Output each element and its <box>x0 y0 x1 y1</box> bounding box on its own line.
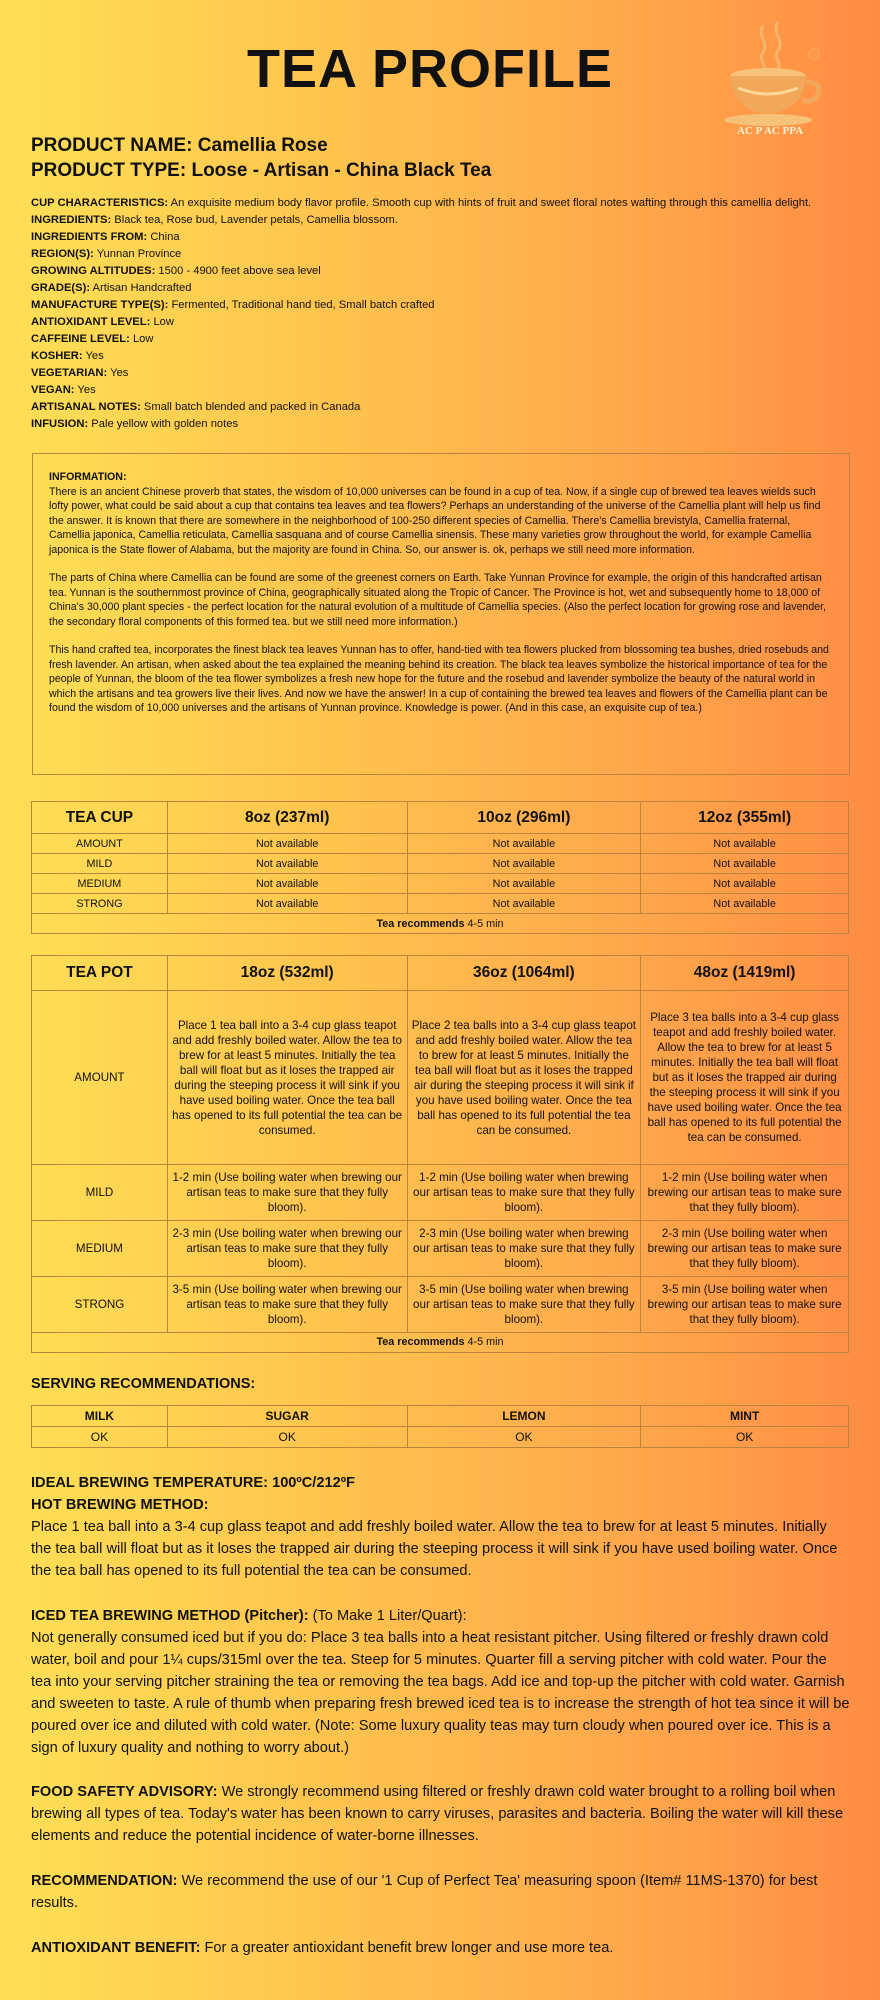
spec-row: REGION(S): Yunnan Province <box>31 248 182 260</box>
table-header: TEA CUP <box>32 802 168 834</box>
table-cell: Not available <box>407 854 641 874</box>
svg-text:AC P AC PPA: AC P AC PPA <box>736 125 804 137</box>
table-cell: OK <box>407 1427 641 1448</box>
table-cell: Place 3 tea balls into a 3-4 cup glass teapot and add freshly boiled water. Allow the tea to brew for at least 5 minutes. Initially the tea ball will float but as it loses the trapped air during the steeping process it will sink if you have used boiling water. Once the tea ball has opened to its full potential the tea can be consumed. <box>641 991 849 1165</box>
tea-cup-logo <box>708 18 838 138</box>
recommend-row <box>32 914 849 934</box>
table-header-row <box>32 802 849 834</box>
table-header: 8oz (237ml) <box>167 802 407 834</box>
spec-row: CUP CHARACTERISTICS: An exquisite medium body flavor profile. Smooth cup with hints of fruit and sweet floral notes wafting through this camellia delight. <box>31 197 812 209</box>
table-row <box>32 1165 849 1221</box>
table-cell: MILD <box>32 1165 168 1221</box>
brewing-temperature: IDEAL BREWING TEMPERATURE: 100ºC/212ºF <box>31 1475 355 1491</box>
spec-row: ANTIOXIDANT LEVEL: Low <box>31 316 174 328</box>
table-row <box>32 834 849 854</box>
spec-row: VEGETARIAN: Yes <box>31 367 129 379</box>
recommend-cell: Tea recommends 4-5 min <box>32 1333 849 1353</box>
spec-list <box>31 195 851 433</box>
table-header: 36oz (1064ml) <box>407 956 641 991</box>
table-row <box>32 1221 849 1277</box>
table-cell: Not available <box>167 854 407 874</box>
recommend-row <box>32 1333 849 1353</box>
table-cell: Not available <box>167 834 407 854</box>
table-cell: Not available <box>641 854 849 874</box>
table-row <box>32 854 849 874</box>
table-cell: Not available <box>407 874 641 894</box>
table-cell: MEDIUM <box>32 874 168 894</box>
product-heading <box>31 133 491 183</box>
table-header: 12oz (355ml) <box>641 802 849 834</box>
table-row <box>32 894 849 914</box>
page-title: TEA PROFILE <box>246 39 613 99</box>
table-row <box>32 991 849 1165</box>
table-cell: AMOUNT <box>32 834 168 854</box>
serving-heading: SERVING RECOMMENDATIONS: <box>31 1376 256 1392</box>
hot-brewing-text: Place 1 tea ball into a 3-4 cup glass teapot and add freshly boiled water. Allow the tea to brew for at least 5 minutes. Initially the tea ball will float but as it loses the trapped air during the steeping process it will sink if you have used boiling water. Once the tea ball has opened to its full potential the tea can be consumed. <box>31 1519 838 1579</box>
table-cell: 2-3 min (Use boiling water when brewing our artisan teas to make sure that they fully bloom). <box>641 1221 849 1277</box>
table-cell: Place 2 tea balls into a 3-4 cup glass teapot and add freshly boiled water. Allow the tea to brew for at least 5 minutes. Initially the tea ball will float but as it loses the trapped air during the steeping process it will sink if you have used boiling water. Once the tea ball has opened to its full potential the tea can be consumed. <box>407 991 641 1165</box>
information-paragraph: This hand crafted tea, incorporates the finest black tea leaves Yunnan has to offer, hand-tied with tea flowers plucked from blossoming tea bushes, dried rosebuds and fresh lavender. An artisan, when asked about the tea explained the meaning behind its creation. The black tea leaves symbolize the historical importance of tea for the people of Yunnan, the bloom of the tea flower symbolizes a fresh new hope for the future and the rosebud and lavender symbolize the beauty of the natural world in which the artisans and tea growers live their lives. And now we have the answer! In a cup of containing the brewed tea leaves and flowers of the Camellia plant can be found the wisdom of 10,000 universes and the artisans of Yunnan province. Knowledge is power. (And in this case, an exquisite cup of tea.) <box>49 644 829 714</box>
iced-brewing-section <box>31 1605 851 1759</box>
table-cell: OK <box>167 1427 407 1448</box>
table-cell: 2-3 min (Use boiling water when brewing our artisan teas to make sure that they fully bloom). <box>407 1221 641 1277</box>
table-header: 48oz (1419ml) <box>641 956 849 991</box>
table-header-row <box>32 1406 849 1427</box>
spec-row: ARTISANAL NOTES: Small batch blended and packed in Canada <box>31 401 361 413</box>
spec-row: GRADE(S): Artisan Handcrafted <box>31 282 192 294</box>
table-cell: Not available <box>641 874 849 894</box>
table-row <box>32 1427 849 1448</box>
brewing-section <box>31 1472 851 1582</box>
table-header: 18oz (532ml) <box>167 956 407 991</box>
table-cell: 3-5 min (Use boiling water when brewing our artisan teas to make sure that they fully bloom). <box>407 1277 641 1333</box>
information-heading: INFORMATION: <box>49 471 127 483</box>
table-cell: OK <box>32 1427 168 1448</box>
spec-row: INGREDIENTS FROM: China <box>31 231 180 243</box>
table-cell: Place 1 tea ball into a 3-4 cup glass teapot and add freshly boiled water. Allow the tea to brew for at least 5 minutes. Initially the tea ball will float but as it loses the trapped air during the steeping process it will sink if you have used boiling water. Once the tea ball has opened to its full potential the tea can be consumed. <box>167 991 407 1165</box>
table-cell: AMOUNT <box>32 991 168 1165</box>
table-cell: 2-3 min (Use boiling water when brewing our artisan teas to make sure that they fully bloom). <box>167 1221 407 1277</box>
product-type: PRODUCT TYPE: Loose - Artisan - China Black Tea <box>31 160 492 181</box>
table-cell: STRONG <box>32 1277 168 1333</box>
table-header: LEMON <box>407 1406 641 1427</box>
spec-row: MANUFACTURE TYPE(S): Fermented, Traditional hand tied, Small batch crafted <box>31 299 435 311</box>
table-cell: Not available <box>641 894 849 914</box>
product-name: PRODUCT NAME: Camellia Rose <box>31 135 328 156</box>
spec-row: INFUSION: Pale yellow with golden notes <box>31 418 239 430</box>
table-row <box>32 874 849 894</box>
information-paragraph: The parts of China where Camellia can be found are some of the greenest corners on Earth. Take Yunnan Province for example, the origin of this handcrafted artisan tea. Yunnan is the southernmost province of China, geographically situated along the Tropic of Cancer. The Province is hot, wet and subsequently home to 18,000 of China's 30,000 plant species - the perfect location for the natural evolution of a multitude of Camellia species. (Also the perfect location for growing rose and lavender, the secondary floral components of this formed tea. but we still need more information.) <box>49 572 826 628</box>
table-cell: Not available <box>167 894 407 914</box>
table-cell: OK <box>641 1427 849 1448</box>
table-header: 10oz (296ml) <box>407 802 641 834</box>
recommendation-section: RECOMMENDATION: We recommend the use of our '1 Cup of Perfect Tea' measuring spoon (Item# 11MS-1370) for best results. <box>31 1873 818 1911</box>
iced-brewing-heading: ICED TEA BREWING METHOD (Pitcher): (To Make 1 Liter/Quart): <box>31 1608 467 1624</box>
table-header: TEA POT <box>32 956 168 991</box>
table-cell: 3-5 min (Use boiling water when brewing our artisan teas to make sure that they fully bloom). <box>167 1277 407 1333</box>
table-cell: MILD <box>32 854 168 874</box>
table-cell: 1-2 min (Use boiling water when brewing our artisan teas to make sure that they fully bloom). <box>641 1165 849 1221</box>
tea-pot-table <box>31 955 849 1353</box>
table-cell: Not available <box>167 874 407 894</box>
table-header: MINT <box>641 1406 849 1427</box>
table-header: SUGAR <box>167 1406 407 1427</box>
information-paragraph: There is an ancient Chinese proverb that states, the wisdom of 10,000 universes can be found in a cup of tea. Now, if a single cup of brewed tea leaves wields such lofty power, what could be said about a cup that contains tea leaves and tea flowers? Perhaps an understanding of the universe of the Camellia plant will help us find the answer. It is known that there are somewhere in the neighborhood of 100-250 different species of Camellia. There's Camellia brevistyla, Camellia fraternal, Camellia japonica, Camellia reticulata, Camellia sasquana and of course Camellia sinensis. These many varieties grow throughout the world, for example Camellia japonica is the State flower of Alabama, but the majority are found in China. So, our answer is. ok, perhaps we still need more information. <box>49 485 821 556</box>
table-cell: Not available <box>407 894 641 914</box>
table-cell: 1-2 min (Use boiling water when brewing our artisan teas to make sure that they fully bloom). <box>167 1165 407 1221</box>
table-header: MILK <box>32 1406 168 1427</box>
table-header-row <box>32 956 849 991</box>
table-cell: 1-2 min (Use boiling water when brewing our artisan teas to make sure that they fully bloom). <box>407 1165 641 1221</box>
table-cell: Not available <box>407 834 641 854</box>
information-box <box>32 453 850 775</box>
antioxidant-section: ANTIOXIDANT BENEFIT: For a greater antioxidant benefit brew longer and use more tea. <box>31 1940 614 1956</box>
spec-row: VEGAN: Yes <box>31 384 96 396</box>
spec-row: INGREDIENTS: Black tea, Rose bud, Lavender petals, Camellia blossom. <box>31 214 398 226</box>
tea-cup-table <box>31 801 849 934</box>
table-cell: MEDIUM <box>32 1221 168 1277</box>
serving-table <box>31 1405 849 1448</box>
table-row <box>32 1277 849 1333</box>
svg-text:®: ® <box>811 52 817 59</box>
table-cell: STRONG <box>32 894 168 914</box>
spec-row: CAFFEINE LEVEL: Low <box>31 333 154 345</box>
food-safety-section: FOOD SAFETY ADVISORY: We strongly recommend using filtered or freshly drawn cold water brought to a rolling boil when brewing all types of tea. Today's water has been known to carry viruses, parasites and bacteria. Boiling the water will kill these elements and reduce the potential incidence of water-borne illnesses. <box>31 1784 844 1844</box>
recommend-cell: Tea recommends 4-5 min <box>32 914 849 934</box>
table-cell: 3-5 min (Use boiling water when brewing our artisan teas to make sure that they fully bloom). <box>641 1277 849 1333</box>
spec-row: KOSHER: Yes <box>31 350 104 362</box>
hot-brewing-heading: HOT BREWING METHOD: <box>31 1497 209 1513</box>
table-cell: Not available <box>641 834 849 854</box>
spec-row: GROWING ALTITUDES: 1500 - 4900 feet above sea level <box>31 265 321 277</box>
iced-brewing-text: Not generally consumed iced but if you do: Place 3 tea balls into a heat resistant pitcher. Using filtered or freshly drawn cold water, boil and pour 1¼ cups/315ml over the tea. Steep for 5 minutes. Quarter fill a serving pitcher with cold water. Pour the tea into your serving pitcher straining the tea or removing the tea bags. Add ice and top-up the pitcher with cold water. Garnish and sweeten to taste. A rule of thumb when preparing fresh brewed iced tea is to increase the strength of hot tea since it will be poured over ice and diluted with cold water. (Note: Some luxury quality teas may turn cloudy when poured over ice. This is a sign of luxury quality and nothing to worry about.) <box>31 1630 850 1756</box>
